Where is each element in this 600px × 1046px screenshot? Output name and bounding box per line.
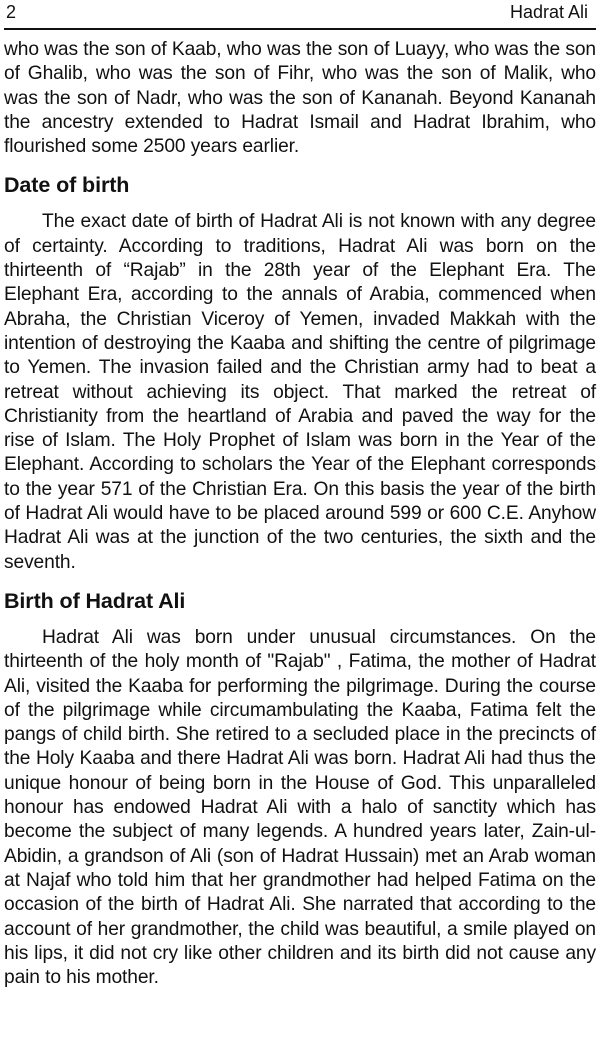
page-body xyxy=(4,38,596,990)
date-of-birth-paragraph: The exact date of birth of Hadrat Ali is not known with any degree of certainty. According to traditions, Hadrat Ali was born on the thirteenth of “Rajab” in the 28th year of the Elephant Era. The Elephant Era, according to the annals of Arabia, commenced when Abraha, the Christian Viceroy of Yemen, invaded Makkah with the intention of destroying the Kaaba and shifting the centre of pilgrimage to Yemen. The invasion failed and the Christian army had to beat a retreat without achieving its object. That marked the retreat of Christianity from the heartland of Arabia and paved the way for the rise of Islam. The Holy Prophet of Islam was born in the Year of the Elephant. According to scholars the Year of the Elephant corresponds to the year 571 of the Christian Era. On this basis the year of the birth of Hadrat Ali would have to be placed around 599 or 600 C.E. Anyhow Hadrat Ali was at the junction of the two centuries, the sixth and the seventh. xyxy=(4,211,596,573)
section-heading-date-of-birth: Date of birth xyxy=(4,173,130,198)
page-number: 2 xyxy=(6,2,17,22)
section-heading-birth-of-hadrat-ali: Birth of Hadrat Ali xyxy=(4,588,186,613)
birth-of-hadrat-ali-paragraph: Hadrat Ali was born under unusual circumstances. On the thirteenth of the holy month of "Rajab" , Fatima, the mother of Hadrat Ali, visited the Kaaba for performing the pilgrimage. During the course of the pilgrimage while circumambulating the Kaaba, Fatima felt the pangs of child birth. She retired to a secluded place in the precincts of the Holy Kaaba and there Hadrat Ali was born. Hadrat Ali had thus the unique honour of being born in the House of God. This unparalleled honour has endowed Hadrat Ali with a halo of sanctity which has become the subject of many legends. A hundred years later, Zain-ul-Abidin, a grandson of Ali (son of Hadrat Hussain) met an Arab woman at Najaf who told him that her grandmother had helped Fatima on the occasion of the birth of Hadrat Ali. She narrated that according to the account of her grandmother, the child was beautiful, a smile played on his lips, it did not cry like other children and its birth did not cause any pain to his mother. xyxy=(4,626,596,989)
intro-paragraph: who was the son of Kaab, who was the son of Luayy, who was the son of Ghalib, who was the son of Fihr, who was the son of Malik, who was the son of Nadr, who was the son of Kananah. Beyond Kananah the ancestry extended to Hadrat Ismail and Hadrat Ibrahim, who flourished some 2500 years earlier. xyxy=(4,39,596,158)
running-title: Hadrat Ali xyxy=(509,2,588,22)
running-header xyxy=(4,0,596,30)
